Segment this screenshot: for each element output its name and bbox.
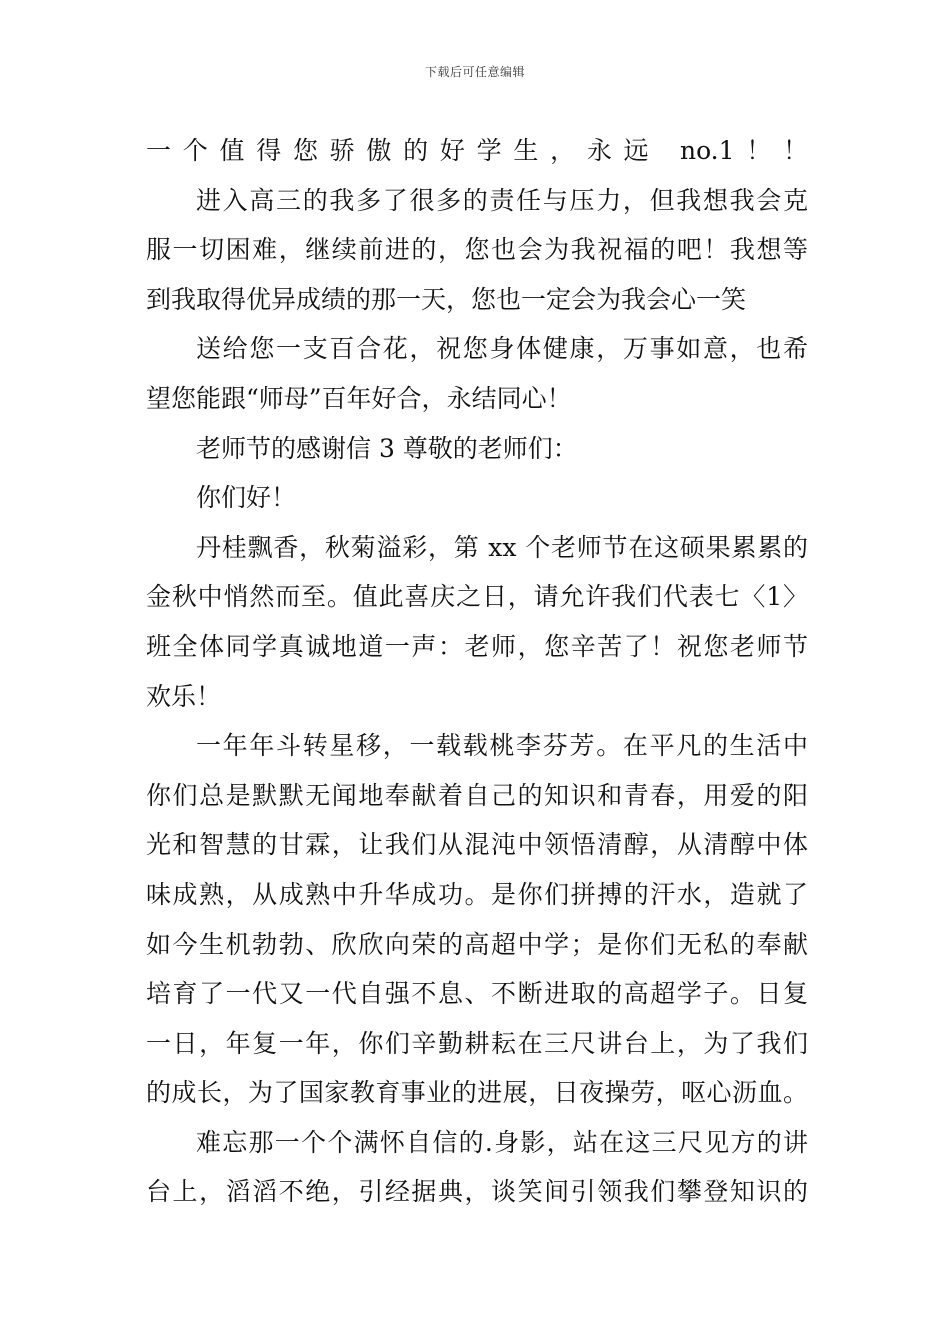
text-line: 到我取得优异成绩的那一天，您也一定会为我会心一笑 xyxy=(146,284,747,314)
text-line: 一个值得您骄傲的好学生，永远 no.1！！ xyxy=(146,136,808,165)
text-line: 金秋中悄然而至。值此喜庆之日，请允许我们代表七〈1〉 xyxy=(146,582,808,612)
paragraph-start-line: 丹桂飘香，秋菊溢彩，第 xx 个老师节在这硕果累累的 xyxy=(196,532,808,562)
document-body xyxy=(146,126,808,1217)
text-line: 味成熟，从成熟中升华成功。是你们拼搏的汗水，造就了 xyxy=(146,879,808,909)
paragraph-start-line: 一年年斗转星移，一载载桃李芬芳。在平凡的生活中 xyxy=(196,731,808,761)
paragraph-start-line: 老师节的感谢信 3 尊敬的老师们： xyxy=(196,433,578,463)
page-header: 下载后可任意编辑 xyxy=(424,65,525,79)
text-line: 台上，滔滔不绝，引经据典，谈笑间引领我们攀登知识的 xyxy=(146,1177,808,1207)
text-line: 的成长，为了国家教育事业的进展，日夜操劳，呕心沥血。 xyxy=(146,1078,808,1108)
paragraph-start-line: 你们好！ xyxy=(196,483,297,513)
paragraph-start-line: 送给您一支百合花，祝您身体健康，万事如意，也希 xyxy=(196,334,808,364)
text-line: 培育了一代又一代自强不息、不断进取的高超学子。日复 xyxy=(146,979,808,1009)
text-line: 望您能跟“师母”百年好合，永结同心！ xyxy=(146,383,572,413)
text-line: 你们总是默默无闻地奉献着自己的知识和青春，用爱的阳 xyxy=(146,780,808,810)
text-line: 服一切困难，继续前进的，您也会为我祝福的吧！我想等 xyxy=(146,235,808,265)
paragraph-start-line: 进入高三的我多了很多的责任与压力，但我想我会克 xyxy=(196,185,808,215)
text-line: 光和智慧的甘霖，让我们从混沌中领悟清醇，从清醇中体 xyxy=(146,830,808,860)
text-line: 班全体同学真诚地道一声：老师，您辛苦了！祝您老师节 xyxy=(146,631,808,661)
paragraph-start-line: 难忘那一个个满怀自信的.身影，站在这三尺见方的讲 xyxy=(196,1127,808,1157)
text-line: 欢乐！ xyxy=(146,681,222,711)
text-line: 如今生机勃勃、欣欣向荣的高超中学；是你们无私的奉献 xyxy=(146,929,808,959)
text-line: 一日，年复一年，你们辛勤耕耘在三尺讲台上，为了我们 xyxy=(146,1028,808,1058)
